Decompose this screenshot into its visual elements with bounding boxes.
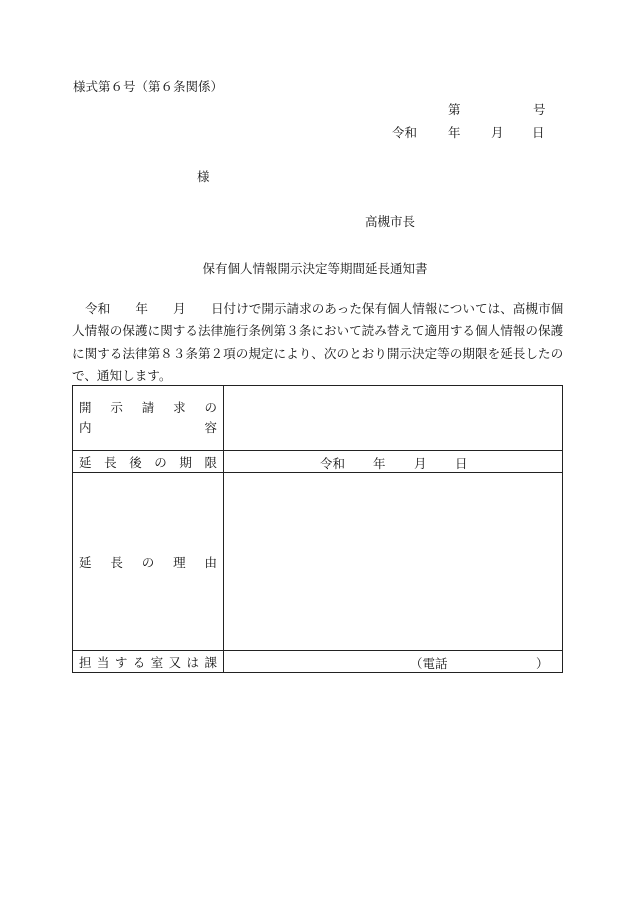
deadline-day: 日 [455,456,468,471]
request-content-label [73,386,224,451]
extension-reason-label: 延 長 の 理 由 [73,473,224,651]
issue-year: 年 [448,125,461,140]
phone-close: ） [536,656,549,671]
sender-name: 高槻市長 [365,214,416,229]
extension-reason-row [73,473,563,651]
document-title: 保有個人情報開示決定等期間延長通知書 [202,261,428,276]
number-prefix: 第 [448,102,461,117]
extended-deadline-label: 延 長 後 の 期 限 [73,451,224,473]
body-paragraph [72,298,564,387]
phone-open: （電話 [410,656,448,671]
deadline-era: 令和 [320,456,346,471]
number-suffix: 号 [533,102,546,117]
department-label: 担 当 す る 室 又 は 課 [73,651,224,673]
issue-day: 日 [532,125,545,140]
department-row [73,651,563,673]
detail-table [72,385,563,673]
issue-era: 令和 [392,125,418,140]
request-label-line2: 内 容 [79,420,217,435]
request-content-value[interactable] [224,386,563,451]
extended-deadline-row [73,451,563,473]
deadline-month: 月 [414,456,427,471]
issue-month: 月 [491,125,504,140]
request-content-row [73,386,563,451]
department-value[interactable] [224,651,563,673]
addressee-honorific: 様 [197,169,210,184]
request-label-line1: 開 示 請 求 の [79,400,217,415]
form-number-label: 様式第６号（第６条関係） [73,79,224,94]
body-paragraph-text: 令和 年 月 日付けで開示請求のあった保有個人情報については、高槻市個人情報の保護に関する法律施行条例第３条において読み替えて適用する個人情報の保護に関する法律第８３条第２項の規定により、次のとおり開示決定等の期限を延長したので、通知します。 [72,301,564,383]
deadline-year: 年 [373,456,386,471]
extended-deadline-value[interactable] [224,451,563,473]
extension-reason-value[interactable] [224,473,563,651]
